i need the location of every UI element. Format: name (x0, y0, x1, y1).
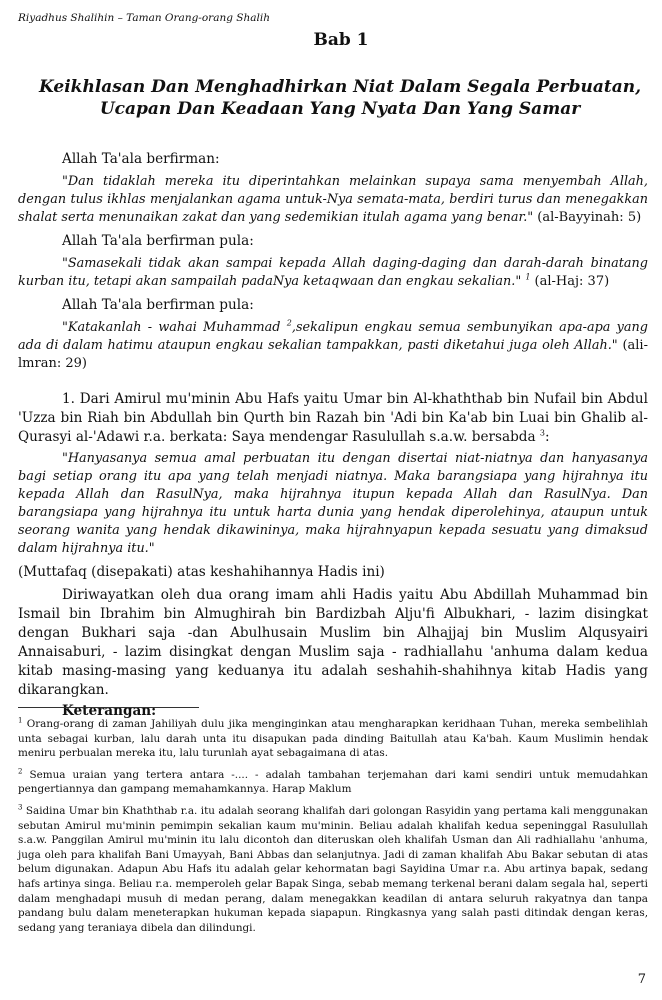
notes-heading: Keterangan: (62, 703, 157, 719)
verse-text: ,sekalipun engkau semua sembunyikan apa-apa yang ada di dalam hatimu ataupun engkau sekalian tampakkan, pasti diketahui juga oleh Allah." (18, 320, 648, 353)
verse-text: "Samasekali tidak akan sampai kepada Allah daging-daging dan darah-darah binatang kurban itu, tetapi akan sampailah padaNya ketaqwaan dan engkau sekalian." (18, 256, 648, 289)
hadith-narration (18, 390, 648, 447)
footnote-divider (18, 707, 199, 708)
footnotes (18, 717, 648, 942)
verse-text: "Dan tidaklah mereka itu diperintahkan melainkan supaya sama menyembah Allah, dengan tulus ikhlas menjalankan agama untuk-Nya semata-mata, berdiri turus dan menegakkan shalat serta menunaikan zakat dan yang sedemikian itulah agama yang benar." (18, 174, 648, 225)
footnote-marker[interactable]: 1 (525, 272, 531, 282)
narration-end: : (545, 429, 550, 445)
running-header: Riyadhus Shalihin – Taman Orang-orang Shalih (18, 12, 270, 24)
footnote-text: Semua uraian yang tertera antara -.... - adalah tambahan terjemahan dari kami sendiri untuk memudahkan pengertiannya dan gampang memahamkannya. Harap Maklum (18, 768, 648, 796)
footnote-marker[interactable]: 3 (539, 428, 545, 438)
footnote (18, 717, 648, 761)
narration-text: 1. Dari Amirul mu'minin Abu Hafs yaitu Umar bin Al-khaththab bin Nufail bin Abdul 'Uzza bin Riah bin Abdullah bin Qurth bin Razah bin 'Adi bin Ka'ab bin Luai bin Ghalib al-Qurasyi al-'Adawi r.a. berkata: Saya mendengar Rasulullah s.a.w. bersabda (18, 391, 648, 445)
chapter-heading: Bab 1 (313, 30, 369, 50)
chapter-title (30, 76, 650, 120)
main-text (18, 150, 648, 721)
chapter-title-line-1: Keikhlasan Dan Menghadhirkan Niat Dalam Segala Perbuatan, (39, 77, 641, 97)
footnote-number: 3 (18, 803, 23, 812)
verse-reference: (ali-lmran: 29) (18, 338, 648, 371)
verse-reference: (al-Bayyinah: 5) (533, 210, 642, 225)
footnote (18, 804, 648, 935)
verse-text: "Katakanlah - wahai Muhammad (62, 320, 287, 335)
footnote-text: Orang-orang di zaman Jahiliyah dulu jika menginginkan atau mengharapkan keridhaan Tuhan, mereka sembelihlah unta sebagai kurban, lalu darah unta itu disapukan pada dinding Baitullah atau Ka'bah. Kaum Muslimin hendak meniru perbualan mereka itu, lalu turunlah ayat sebagaimana di atas. (18, 718, 648, 760)
footnote-marker[interactable]: 2 (286, 318, 292, 328)
verse-intro: Allah Ta'ala berfirman pula: (62, 233, 254, 249)
footnote-number: 2 (18, 767, 23, 776)
footnote-number: 1 (18, 716, 23, 725)
verse-intro: Allah Ta'ala berfirman: (62, 151, 220, 167)
verse-reference: (al-Haj: 37) (530, 274, 610, 289)
verse-quote (18, 173, 648, 227)
verse-quote (18, 319, 648, 373)
hadith-quote: "Hanyasanya semua amal perbuatan itu dengan disertai niat-niatnya dan hanyasanya bagi setiap orang itu apa yang telah menjadi niatnya. Maka barangsiapa yang hijrahnya itu kepada Allah dan RasulNya, maka hijrahnya itupun kepada Allah dan RasulNya. Dan barangsiapa yang hijrahnya itu untuk harta dunia yang hendak diperolehinya, ataupun untuk seorang wanita yang hendak dikawininya, maka hijrahnyapun kepada sesuatu yang dimaksud dalam hijrahnya itu." (18, 451, 648, 556)
hadith-explanation: Diriwayatkan oleh dua orang imam ahli Hadis yaitu Abu Abdillah Muhammad bin Ismail bin Ibrahim bin Almughirah bin Bardizbah Alju'fi Albukhari, - lazim disingkat dengan Bukhari saja -dan Abulhusain Muslim bin Alhajjaj bin Muslim Alqusyairi Annaisaburi, - lazim disingkat dengan Muslim saja - radhiallahu 'anhuma dalam kedua kitab masing-masing yang keduanya itu adalah seshahih-shahihnya kitab Hadis yang dikarangkan. (18, 587, 648, 698)
hadith-agreement: (Muttafaq (disepakati) atas keshahihannya Hadis ini) (18, 564, 385, 580)
footnote (18, 768, 648, 797)
footnote-text: Saidina Umar bin Khaththab r.a. itu adalah seorang khalifah dari golongan Rasyidin yang pertama kali menggunakan sebutan Amirul mu'minin pemimpin sekalian kaum mu'minin. Beliau adalah khalifah kedua sepeninggal Rasulullah s.a.w. Panggilan Amirul mu'minin itu lalu dicontoh dan diteruskan oleh khalifah Usman dan Ali radhiallahu 'anhuma, juga oleh para khalifah Bani Umayyah, Bani Abbas dan selanjutnya. Jadi di zaman khalifah Abu Bakar sebutan di atas belum digunakan. Adapun Abu Hafs itu adalah gelar kehormatan bagi Sayidina Umar r.a. Abu artinya bapak, sedang hafs artinya singa. Beliau r.a. memperoleh gelar Bapak Singa, sebab memang terkenal berani dalam segala hal, seperti dalam menghadapi musuh di medan perang, dalam menegakkan keadilan di antara seluruh rakyatnya dan tanpa pandang bulu dalam meneterapkan hukuman kepada siapapun. Ringkasnya yang salah pasti ditindak dengan keras, sedang yang teraniaya dibela dan dilindungi. (18, 804, 648, 934)
verse-intro: Allah Ta'ala berfirman pula: (62, 297, 254, 313)
page-number: 7 (637, 972, 646, 987)
verse-quote (18, 255, 648, 291)
chapter-title-line-2: Ucapan Dan Keadaan Yang Nyata Dan Yang Samar (99, 99, 581, 119)
